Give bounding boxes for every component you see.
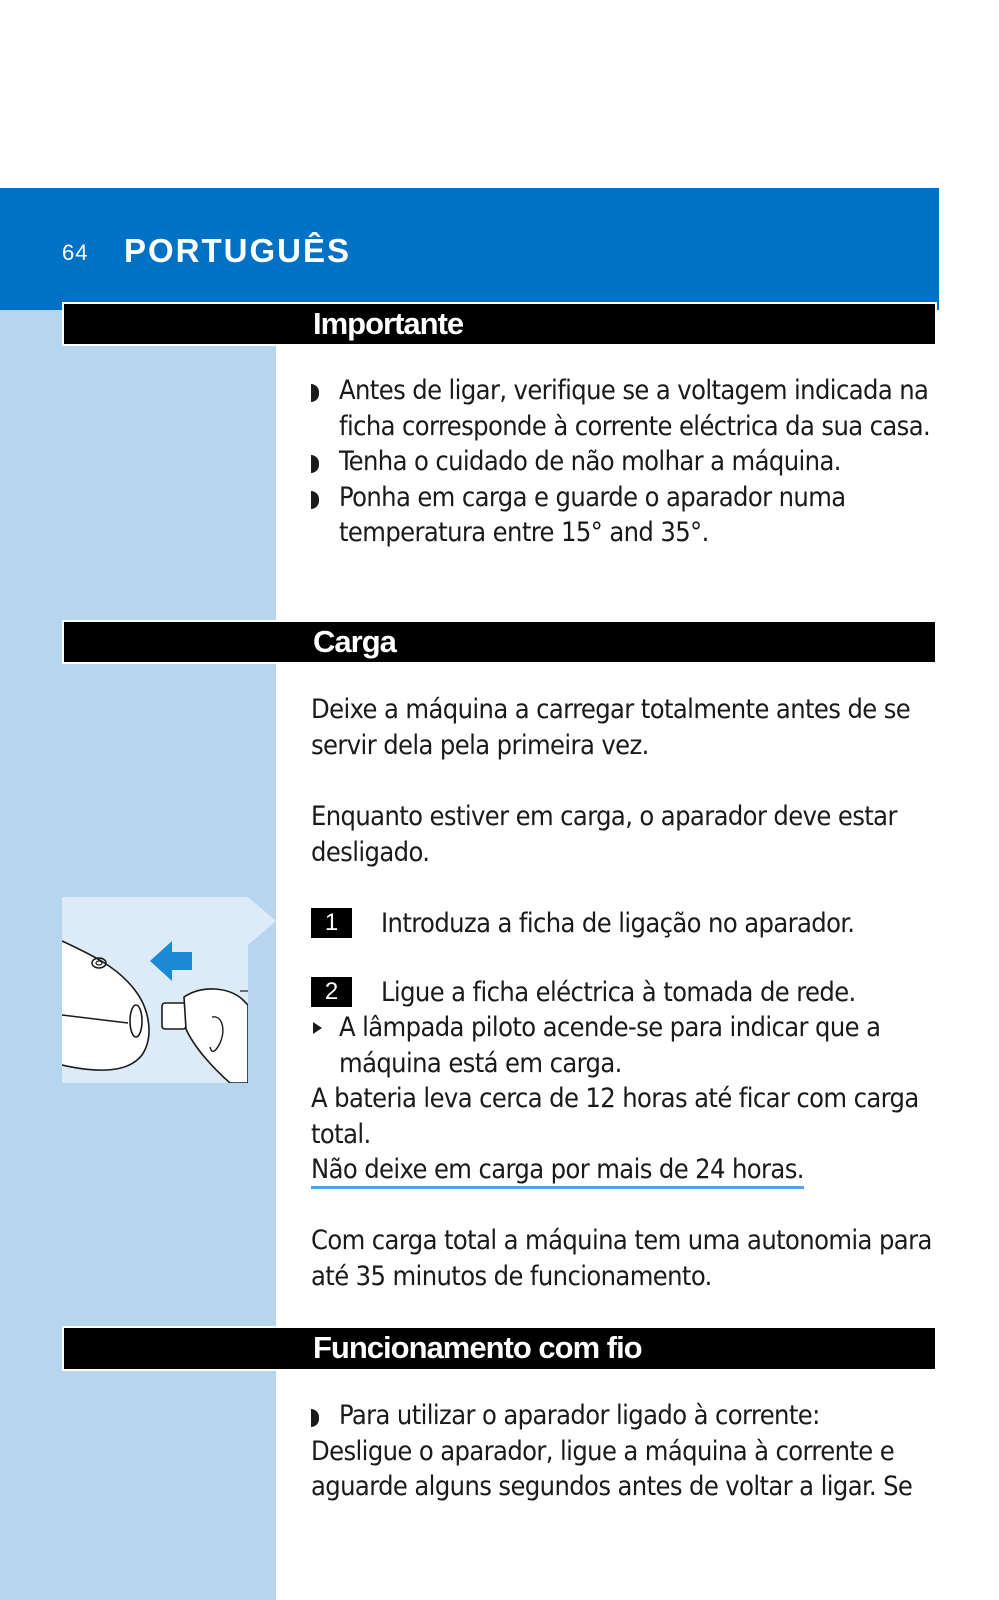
funcionamento-content [311, 1398, 937, 1505]
carga-intro-1: Deixe a máquina a carregar totalmente antes de se servir dela pela primeira vez. [311, 694, 911, 761]
list-item-text: Para utilizar o aparador ligado à corrente: [339, 1400, 820, 1431]
section-title: Importante [313, 306, 464, 341]
result-text: A lâmpada piloto acende-se para indicar que a máquina está em carga. [339, 1012, 881, 1079]
section-title: Carga [313, 624, 396, 659]
section-header-funcionamento [62, 1326, 937, 1371]
carga-note-1: A bateria leva cerca de 12 horas até ficar com carga total. [311, 1083, 919, 1150]
arrow-left-icon [150, 941, 192, 981]
list-item-text: Tenha o cuidado de não molhar a máquina. [339, 446, 841, 477]
section-header-importante [62, 302, 937, 346]
carga-intro-2: Enquanto estiver em carga, o aparador deve estar desligado. [311, 801, 897, 868]
list-item [311, 480, 937, 551]
illustration-pointer [248, 897, 276, 945]
step-2 [311, 975, 937, 1009]
step-number-badge: 1 [311, 908, 352, 938]
plug-into-trimmer-illustration [62, 897, 248, 1083]
language-title: PORTUGUÊS [124, 232, 352, 269]
bullet-icon [311, 1409, 319, 1427]
triangle-right-icon [313, 1022, 322, 1034]
bullet-icon [311, 455, 319, 473]
charging-illustration [62, 897, 248, 1083]
list-item-text: Ponha em carga e guarde o aparador numa temperatura entre 15° and 35°. [339, 481, 846, 548]
result-item [311, 1010, 937, 1081]
funcionamento-text: Desligue o aparador, ligue a máquina à corrente e aguarde alguns segundos antes de voltar a ligar. Se [311, 1435, 913, 1502]
carga-note-2-underlined: Não deixe em carga por mais de 24 horas. [311, 1153, 804, 1189]
step-result [311, 1010, 937, 1081]
page-number: 64 [62, 240, 89, 265]
step-text: Introduza a ficha de ligação no aparador. [381, 908, 855, 939]
list-item-text: Antes de ligar, verifique se a voltagem indicada na ficha corresponde à corrente eléctrica da sua casa. [339, 375, 931, 442]
section-header-carga [62, 620, 937, 664]
carga-note-2-wrapper [311, 1152, 937, 1189]
importante-list [311, 373, 937, 551]
bullet-icon [311, 491, 319, 509]
carga-note-3: Com carga total a máquina tem uma autonomia para até 35 minutos de funcionamento. [311, 1225, 932, 1292]
bullet-icon [311, 384, 319, 402]
list-item [311, 444, 937, 480]
step-number-badge: 2 [311, 977, 352, 1007]
list-item [311, 373, 937, 444]
list-item [311, 1398, 937, 1434]
step-text: Ligue a ficha eléctrica à tomada de rede. [381, 977, 856, 1008]
section-title: Funcionamento com fio [313, 1330, 642, 1365]
step-1 [311, 906, 937, 940]
